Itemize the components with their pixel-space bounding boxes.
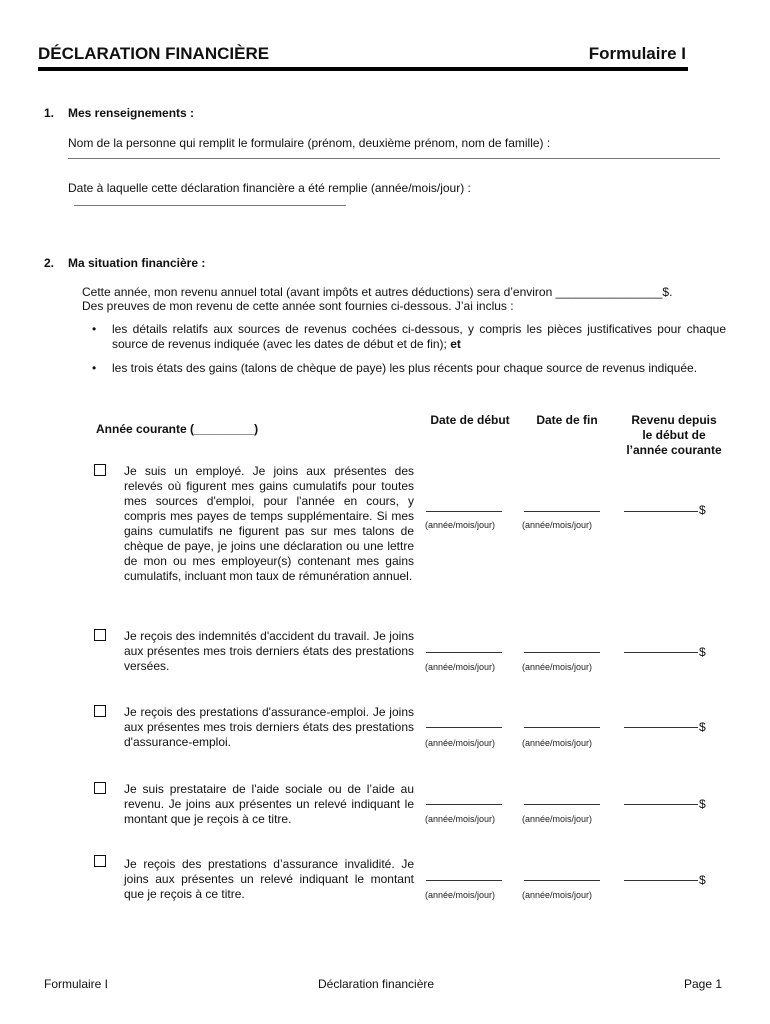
income-source-checkbox[interactable]	[94, 629, 106, 641]
date-format-hint: (année/mois/jour)	[425, 520, 496, 530]
end-date-field[interactable]	[524, 652, 600, 653]
date-format-hint: (année/mois/jour)	[425, 814, 496, 824]
start-date-field[interactable]	[426, 804, 502, 805]
form-label: Formulaire I	[588, 44, 686, 63]
income-source-text: Je reçois des indemnités d'accident du travail. Je joins aux présentes mes trois derniers états des prestations versées.	[124, 629, 414, 673]
section-1-title: Mes renseignements :	[68, 106, 195, 120]
income-statement: Cette année, mon revenu annuel total (avant impôts et autres déductions) sera d’environ ________________$.	[82, 285, 673, 299]
revenue-field[interactable]	[624, 880, 698, 881]
income-proof-statement: Des preuves de mon revenu de cette année sont fournies ci-dessous. J’ai inclus :	[82, 299, 514, 313]
start-date-field[interactable]	[426, 652, 502, 653]
dollar-sign: $	[699, 873, 706, 887]
revenue-field[interactable]	[624, 727, 698, 728]
section-2-number: 2.	[44, 256, 55, 270]
date-format-hint: (année/mois/jour)	[425, 890, 496, 900]
start-date-field[interactable]	[426, 880, 502, 881]
date-format-hint: (année/mois/jour)	[522, 738, 593, 748]
income-source-checkbox[interactable]	[94, 855, 106, 867]
income-source-checkbox[interactable]	[94, 782, 106, 794]
start-date-field[interactable]	[426, 511, 502, 512]
revenue-field[interactable]	[624, 652, 698, 653]
column-revenue-line-1: Revenu depuis	[631, 413, 717, 427]
bullet-item-1	[112, 322, 726, 352]
end-date-field[interactable]	[524, 880, 600, 881]
dollar-sign: $	[699, 797, 706, 811]
dollar-sign: $	[699, 645, 706, 659]
income-source-checkbox[interactable]	[94, 464, 106, 476]
date-format-hint: (année/mois/jour)	[425, 662, 496, 672]
column-revenue-line-3: l’année courante	[626, 443, 722, 457]
revenue-field[interactable]	[624, 511, 698, 512]
income-source-text: Je reçois des prestations d’assurance invalidité. Je joins aux présentes un relevé indiquant le montant que je reçois à ce titre.	[124, 857, 414, 901]
bullet-marker: •	[92, 361, 97, 375]
revenue-field[interactable]	[624, 804, 698, 805]
section-1-number: 1.	[44, 106, 55, 120]
column-start-date: Date de début	[430, 413, 510, 427]
income-source-text: Je suis un employé. Je joins aux présentes des relevés où figurent mes gains cumulatifs pour toutes mes sources d'emploi, pour l'année en cours, y compris mes payes de temps supplémentaire. Si mes gains cumulatifs ne figurent pas sur mes talons de chèque de paye, je joins une déclaration ou une lettre de mon ou mes employeur(s) contenant mes gains cumulatifs, incluant mon taux de rémunération annuel.	[124, 464, 414, 583]
column-revenue	[613, 413, 735, 458]
bullet-item-1-text: les détails relatifs aux sources de revenus cochées ci-dessous, y compris les pièces justificatives pour chaque source de revenus indiquée (avec les dates de début et de fin);	[112, 322, 726, 351]
date-format-hint: (année/mois/jour)	[522, 662, 593, 672]
column-end-date: Date de fin	[536, 413, 598, 427]
bullet-marker: •	[92, 322, 97, 336]
date-format-hint: (année/mois/jour)	[425, 738, 496, 748]
dollar-sign: $	[699, 720, 706, 734]
date-format-hint: (année/mois/jour)	[522, 520, 593, 530]
name-field[interactable]	[68, 158, 720, 159]
bullet-item-1-and: et	[450, 337, 461, 351]
column-revenue-line-2: le début de	[642, 428, 706, 442]
income-source-checkbox[interactable]	[94, 705, 106, 717]
section-2-title: Ma situation financière :	[68, 256, 206, 270]
income-source-text: Je suis prestataire de l'aide sociale ou de l’aide au revenu. Je joins aux présentes un relevé indiquant le montant que je reçois à ce titre.	[124, 782, 414, 826]
footer-page-number: Page 1	[684, 977, 723, 991]
footer-form-label: Formulaire I	[44, 977, 109, 991]
start-date-field[interactable]	[426, 727, 502, 728]
end-date-field[interactable]	[524, 511, 600, 512]
footer-document-name: Déclaration financière	[318, 977, 435, 991]
end-date-field[interactable]	[524, 804, 600, 805]
name-label: Nom de la personne qui remplit le formulaire (prénom, deuxième prénom, nom de famille) :	[68, 136, 551, 150]
date-label: Date à laquelle cette déclaration financière a été remplie (année/mois/jour) :	[68, 181, 471, 195]
date-field[interactable]	[74, 205, 346, 206]
document-title: DÉCLARATION FINANCIÈRE	[38, 44, 270, 63]
date-format-hint: (année/mois/jour)	[522, 814, 593, 824]
bullet-item-2: les trois états des gains (talons de chèque de paye) les plus récents pour chaque source de revenus indiquée.	[112, 361, 698, 375]
header-rule	[38, 67, 688, 71]
page-header	[38, 44, 686, 66]
dollar-sign: $	[699, 503, 706, 517]
income-source-text: Je reçois des prestations d'assurance-emploi. Je joins aux présentes mes trois derniers états des prestations d'assurance-emploi.	[124, 705, 414, 749]
date-format-hint: (année/mois/jour)	[522, 890, 593, 900]
current-year-label: Année courante (_________)	[96, 422, 259, 436]
end-date-field[interactable]	[524, 727, 600, 728]
